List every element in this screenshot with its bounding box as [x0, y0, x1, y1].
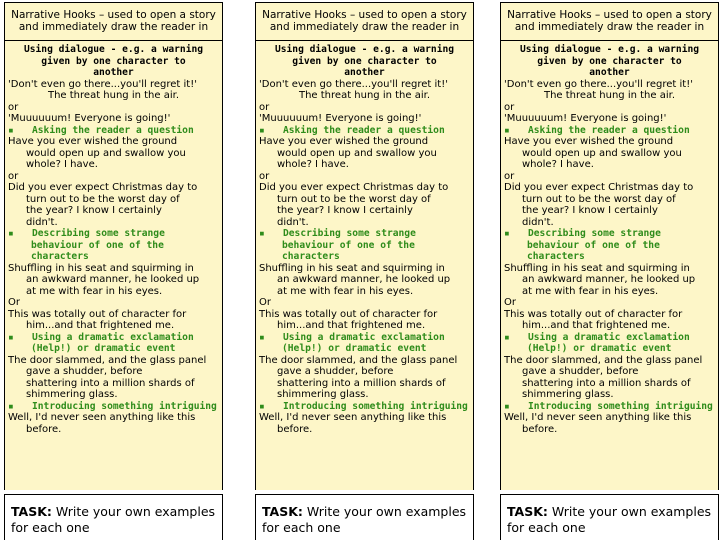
card-title-line: Narrative Hooks – used to open a story — [507, 9, 712, 21]
dialogue-heading: another — [93, 67, 134, 78]
example-text: shimmering glass. — [277, 389, 369, 400]
example-text: 'Don't even go there...you'll regret it!' — [504, 78, 693, 90]
or-text: or — [259, 170, 270, 182]
example-text: him...and that frightened me. — [26, 320, 175, 331]
dialogue-heading: Using dialogue - e.g. a warning — [519, 44, 700, 55]
bullet-icon: ▪ — [504, 124, 510, 136]
exclamation-heading: (Help!) or dramatic event — [527, 343, 672, 354]
example-text: shattering into a million shards of — [26, 377, 195, 389]
example-text: would open up and swallow you — [522, 147, 682, 159]
example-text: the year? I know I certainly — [26, 205, 162, 216]
task-label: TASK: — [11, 504, 52, 519]
example-text: didn't. — [522, 216, 554, 228]
example-text: at me with fear in his eyes. — [522, 285, 659, 297]
bullet-icon: ▪ — [8, 331, 14, 343]
hook-card-1 — [4, 0, 238, 540]
example-text: shimmering glass. — [26, 389, 118, 400]
example-text: gave a shudder, before — [522, 366, 639, 377]
behaviour-heading: characters — [282, 251, 340, 262]
or-text: or — [8, 170, 19, 182]
bullet-icon: ▪ — [8, 124, 14, 136]
example-text: Did you ever expect Christmas day to — [8, 182, 198, 193]
bullet-icon: ▪ — [259, 124, 265, 136]
example-text: Well, I'd never seen anything like this — [8, 412, 196, 423]
intriguing-heading: Introducing something intriguing — [32, 400, 217, 412]
example-text: an awkward manner, he looked up — [26, 274, 200, 285]
or-text: Or — [259, 297, 271, 308]
example-text: 'Don't even go there...you'll regret it!' — [259, 78, 448, 90]
example-text: shattering into a million shards of — [522, 377, 691, 389]
dialogue-heading: given by one character to — [41, 55, 186, 67]
or-text: or — [8, 101, 19, 113]
task-box — [500, 494, 719, 540]
example-text: Did you ever expect Christmas day to — [259, 182, 449, 193]
behaviour-heading: behaviour of one of the — [31, 239, 164, 251]
hook-card-2 — [255, 0, 489, 540]
example-text: before. — [26, 423, 62, 435]
dialogue-heading: another — [344, 67, 385, 78]
question-heading: Asking the reader a question — [283, 124, 445, 136]
example-text: him...and that frightened me. — [277, 320, 426, 331]
dialogue-heading: another — [589, 67, 630, 78]
behaviour-heading: Describing some strange — [528, 228, 661, 239]
question-heading: Asking the reader a question — [528, 124, 690, 136]
example-text: Shuffling in his seat and squirming in — [504, 262, 690, 274]
behaviour-heading: Describing some strange — [283, 228, 416, 239]
or-text: Or — [504, 297, 516, 308]
behaviour-heading: characters — [527, 251, 585, 262]
question-heading: Asking the reader a question — [32, 124, 194, 136]
or-text: or — [259, 101, 270, 113]
example-text: would open up and swallow you — [277, 147, 437, 159]
example-text: This was totally out of character for — [504, 308, 683, 320]
behaviour-heading: behaviour of one of the — [527, 239, 660, 251]
task-box — [255, 494, 474, 540]
exclamation-heading: (Help!) or dramatic event — [282, 343, 427, 354]
dialogue-heading: given by one character to — [292, 55, 437, 67]
example-text: whole? I have. — [26, 159, 98, 170]
bullet-icon: ▪ — [504, 331, 510, 343]
bullet-icon: ▪ — [259, 331, 265, 343]
example-text: 'Muuuuuum! Everyone is going!' — [259, 113, 422, 124]
task-text: Write your own examples for each one — [11, 504, 216, 535]
example-text: This was totally out of character for — [259, 308, 438, 320]
dialogue-heading: Using dialogue - e.g. a warning — [274, 44, 455, 55]
exclamation-heading: Using a dramatic exclamation — [528, 331, 690, 343]
example-text: Have you ever wished the ground — [504, 136, 674, 147]
example-text: Well, I'd never seen anything like this — [504, 412, 692, 423]
card-body — [255, 41, 474, 490]
behaviour-heading: Describing some strange — [32, 228, 165, 239]
example-text: turn out to be the worst day of — [277, 193, 431, 205]
task-label: TASK: — [507, 504, 548, 519]
example-text: didn't. — [277, 216, 309, 228]
example-text: The door slammed, and the glass panel — [8, 354, 207, 366]
card-title — [4, 2, 223, 41]
example-text: at me with fear in his eyes. — [277, 285, 414, 297]
example-text: before. — [277, 423, 313, 435]
task-text: Write your own examples for each one — [262, 504, 467, 535]
example-text: The door slammed, and the glass panel — [259, 354, 458, 366]
bullet-icon: ▪ — [259, 228, 265, 239]
example-text: an awkward manner, he looked up — [522, 274, 696, 285]
or-text: Or — [8, 297, 20, 308]
example-text: 'Don't even go there...you'll regret it!' — [8, 78, 197, 90]
card-title — [500, 2, 719, 41]
example-text: gave a shudder, before — [26, 366, 143, 377]
bullet-icon: ▪ — [259, 400, 265, 412]
bullet-icon: ▪ — [504, 228, 510, 239]
example-text: The threat hung in the air. — [543, 90, 675, 101]
example-text: 'Muuuuuum! Everyone is going!' — [504, 113, 667, 124]
example-text: turn out to be the worst day of — [26, 193, 180, 205]
example-text: shimmering glass. — [522, 389, 614, 400]
task-label: TASK: — [262, 504, 303, 519]
card-title-line: and immediately draw the reader in — [514, 21, 705, 33]
example-text: The threat hung in the air. — [298, 90, 430, 101]
dialogue-heading: Using dialogue - e.g. a warning — [23, 44, 204, 55]
example-text: gave a shudder, before — [277, 366, 394, 377]
example-text: 'Muuuuuum! Everyone is going!' — [8, 113, 171, 124]
card-title-line: and immediately draw the reader in — [18, 21, 209, 33]
task-box — [4, 494, 223, 540]
example-text: This was totally out of character for — [8, 308, 187, 320]
example-text: before. — [522, 423, 558, 435]
card-title-line: Narrative Hooks – used to open a story — [11, 9, 216, 21]
example-text: him...and that frightened me. — [522, 320, 671, 331]
or-text: or — [504, 170, 515, 182]
example-text: didn't. — [26, 216, 58, 228]
exclamation-heading: Using a dramatic exclamation — [283, 331, 445, 343]
example-text: whole? I have. — [277, 159, 349, 170]
bullet-icon: ▪ — [504, 400, 510, 412]
card-title — [255, 2, 474, 41]
card-title-line: Narrative Hooks – used to open a story — [262, 9, 467, 21]
intriguing-heading: Introducing something intriguing — [528, 400, 713, 412]
task-text: Write your own examples for each one — [507, 504, 712, 535]
example-text: Have you ever wished the ground — [8, 136, 178, 147]
example-text: turn out to be the worst day of — [522, 193, 676, 205]
behaviour-heading: characters — [31, 251, 89, 262]
example-text: The threat hung in the air. — [47, 90, 179, 101]
example-text: Did you ever expect Christmas day to — [504, 182, 694, 193]
example-text: shattering into a million shards of — [277, 377, 446, 389]
example-text: The door slammed, and the glass panel — [504, 354, 703, 366]
example-text: Shuffling in his seat and squirming in — [259, 262, 445, 274]
example-text: Shuffling in his seat and squirming in — [8, 262, 194, 274]
bullet-icon: ▪ — [8, 400, 14, 412]
example-text: an awkward manner, he looked up — [277, 274, 451, 285]
bullet-icon: ▪ — [8, 228, 14, 239]
card-body — [4, 41, 223, 490]
dialogue-heading: given by one character to — [537, 55, 682, 67]
or-text: or — [504, 101, 515, 113]
hook-card-3 — [500, 0, 720, 540]
example-text: Well, I'd never seen anything like this — [259, 412, 447, 423]
example-text: the year? I know I certainly — [522, 205, 658, 216]
exclamation-heading: Using a dramatic exclamation — [32, 331, 194, 343]
example-text: would open up and swallow you — [26, 147, 186, 159]
example-text: at me with fear in his eyes. — [26, 285, 163, 297]
example-text: the year? I know I certainly — [277, 205, 413, 216]
card-title-line: and immediately draw the reader in — [269, 21, 460, 33]
example-text: Have you ever wished the ground — [259, 136, 429, 147]
example-text: whole? I have. — [522, 159, 594, 170]
card-body — [500, 41, 719, 490]
exclamation-heading: (Help!) or dramatic event — [31, 343, 176, 354]
behaviour-heading: behaviour of one of the — [282, 239, 415, 251]
intriguing-heading: Introducing something intriguing — [283, 400, 468, 412]
